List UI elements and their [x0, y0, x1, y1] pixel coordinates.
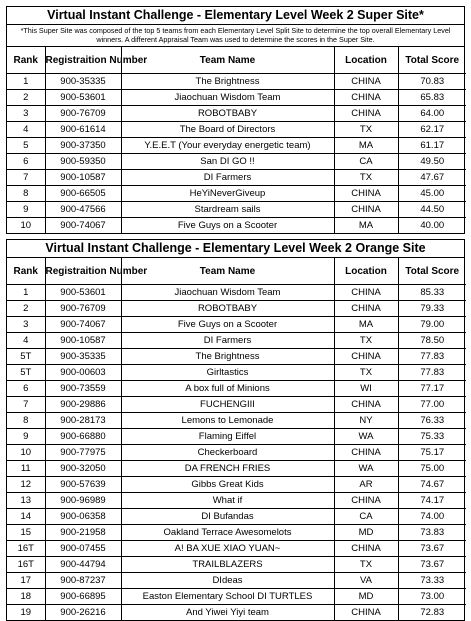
rank-cell: 14: [7, 509, 45, 525]
rank-cell: 13: [7, 493, 45, 509]
rank-cell: 4: [7, 122, 45, 138]
team-name-cell: Lemons to Lemonade: [121, 413, 334, 429]
registration-number-cell: 900-66895: [45, 589, 121, 605]
registration-number-cell: 900-35335: [45, 349, 121, 365]
super-site-results-block: [6, 6, 465, 234]
registration-number-cell: 900-07455: [45, 541, 121, 557]
total-score-cell: 77.17: [398, 381, 466, 397]
rank-header: Rank: [7, 258, 45, 285]
rank-cell: 16T: [7, 541, 45, 557]
team-name-cell: FUCHENGIII: [121, 397, 334, 413]
registration-number-header: Registraition Number: [45, 47, 121, 74]
total-score-cell: 73.33: [398, 573, 466, 589]
super-site-table-body: [7, 74, 466, 234]
rank-cell: 11: [7, 461, 45, 477]
total-score-cell: 61.17: [398, 138, 466, 154]
location-cell: CA: [334, 154, 398, 170]
location-cell: CA: [334, 509, 398, 525]
team-name-cell: San DI GO !!: [121, 154, 334, 170]
rank-cell: 5T: [7, 349, 45, 365]
table-row: [7, 573, 466, 589]
rank-cell: 7: [7, 397, 45, 413]
table-row: [7, 381, 466, 397]
team-name-cell: DI Bufandas: [121, 509, 334, 525]
team-name-cell: What if: [121, 493, 334, 509]
location-header: Location: [334, 258, 398, 285]
rank-cell: 12: [7, 477, 45, 493]
table-row: [7, 605, 466, 621]
table-row: [7, 202, 466, 218]
rank-cell: 15: [7, 525, 45, 541]
location-cell: CHINA: [334, 605, 398, 621]
total-score-cell: 70.83: [398, 74, 466, 90]
location-cell: CHINA: [334, 541, 398, 557]
total-score-cell: 49.50: [398, 154, 466, 170]
registration-number-cell: 900-59350: [45, 154, 121, 170]
location-cell: MA: [334, 138, 398, 154]
registration-number-cell: 900-37350: [45, 138, 121, 154]
orange-site-header-row: [7, 258, 466, 285]
team-name-cell: Y.E.E.T (Your everyday energetic team): [121, 138, 334, 154]
rank-cell: 17: [7, 573, 45, 589]
registration-number-header: Registraition Number: [45, 258, 121, 285]
total-score-cell: 65.83: [398, 90, 466, 106]
table-row: [7, 301, 466, 317]
location-cell: TX: [334, 557, 398, 573]
table-row: [7, 397, 466, 413]
total-score-cell: 73.83: [398, 525, 466, 541]
registration-number-cell: 900-21958: [45, 525, 121, 541]
registration-number-cell: 900-53601: [45, 285, 121, 301]
table-row: [7, 413, 466, 429]
location-cell: CHINA: [334, 74, 398, 90]
table-row: [7, 461, 466, 477]
rank-cell: 8: [7, 413, 45, 429]
team-name-cell: The Brightness: [121, 74, 334, 90]
team-name-cell: Gibbs Great Kids: [121, 477, 334, 493]
table-row: [7, 74, 466, 90]
total-score-cell: 75.17: [398, 445, 466, 461]
registration-number-cell: 900-76709: [45, 106, 121, 122]
orange-site-results-block: [6, 239, 465, 621]
location-cell: TX: [334, 333, 398, 349]
rank-cell: 7: [7, 170, 45, 186]
rank-cell: 3: [7, 106, 45, 122]
team-name-cell: HeYiNeverGiveup: [121, 186, 334, 202]
rank-cell: 9: [7, 202, 45, 218]
team-name-cell: ROBOTBABY: [121, 301, 334, 317]
location-cell: MA: [334, 218, 398, 234]
total-score-cell: 75.33: [398, 429, 466, 445]
team-name-cell: Oakland Terrace Awesomelots: [121, 525, 334, 541]
team-name-header: Team Name: [121, 47, 334, 74]
rank-cell: 1: [7, 285, 45, 301]
total-score-cell: 75.00: [398, 461, 466, 477]
team-name-cell: Flaming Eiffel: [121, 429, 334, 445]
table-row: [7, 477, 466, 493]
team-name-cell: DA FRENCH FRIES: [121, 461, 334, 477]
registration-number-cell: 900-57639: [45, 477, 121, 493]
total-score-cell: 79.00: [398, 317, 466, 333]
location-cell: CHINA: [334, 493, 398, 509]
table-row: [7, 365, 466, 381]
orange-site-table-body: [7, 285, 466, 621]
location-header: Location: [334, 47, 398, 74]
team-name-cell: Jiaochuan Wisdom Team: [121, 285, 334, 301]
table-row: [7, 349, 466, 365]
location-cell: CHINA: [334, 202, 398, 218]
table-row: [7, 541, 466, 557]
rank-cell: 2: [7, 90, 45, 106]
total-score-cell: 79.33: [398, 301, 466, 317]
registration-number-cell: 900-10587: [45, 333, 121, 349]
total-score-cell: 77.83: [398, 349, 466, 365]
table-row: [7, 285, 466, 301]
total-score-cell: 77.00: [398, 397, 466, 413]
location-cell: WA: [334, 429, 398, 445]
total-score-cell: 40.00: [398, 218, 466, 234]
location-cell: TX: [334, 122, 398, 138]
table-row: [7, 317, 466, 333]
table-row: [7, 218, 466, 234]
team-name-cell: TRAILBLAZERS: [121, 557, 334, 573]
team-name-cell: DI Farmers: [121, 333, 334, 349]
super-site-note: *This Super Site was composed of the top 5 teams from each Elementary Level Split Site to determine the top overall Elementary Level winners. A different Appraisal Team was used to determine the scores in the Super Site.: [7, 25, 464, 47]
total-score-cell: 74.17: [398, 493, 466, 509]
registration-number-cell: 900-47566: [45, 202, 121, 218]
location-cell: WI: [334, 381, 398, 397]
rank-cell: 6: [7, 381, 45, 397]
location-cell: MA: [334, 317, 398, 333]
team-name-cell: DIdeas: [121, 573, 334, 589]
super-site-header-row: [7, 47, 466, 74]
rank-cell: 5: [7, 138, 45, 154]
orange-site-table: [7, 258, 466, 620]
table-row: [7, 445, 466, 461]
table-row: [7, 525, 466, 541]
table-row: [7, 333, 466, 349]
team-name-cell: Jiaochuan Wisdom Team: [121, 90, 334, 106]
total-score-cell: 74.67: [398, 477, 466, 493]
total-score-cell: 62.17: [398, 122, 466, 138]
team-name-cell: Five Guys on a Scooter: [121, 317, 334, 333]
location-cell: AR: [334, 477, 398, 493]
rank-cell: 1: [7, 74, 45, 90]
location-cell: WA: [334, 461, 398, 477]
total-score-cell: 78.50: [398, 333, 466, 349]
registration-number-cell: 900-26216: [45, 605, 121, 621]
location-cell: TX: [334, 365, 398, 381]
location-cell: CHINA: [334, 397, 398, 413]
table-row: [7, 90, 466, 106]
team-name-cell: A box full of Minions: [121, 381, 334, 397]
location-cell: MD: [334, 589, 398, 605]
location-cell: CHINA: [334, 90, 398, 106]
total-score-cell: 45.00: [398, 186, 466, 202]
team-name-cell: The Brightness: [121, 349, 334, 365]
table-row: [7, 429, 466, 445]
table-row: [7, 186, 466, 202]
registration-number-cell: 900-32050: [45, 461, 121, 477]
registration-number-cell: 900-74067: [45, 317, 121, 333]
registration-number-cell: 900-61614: [45, 122, 121, 138]
total-score-cell: 72.83: [398, 605, 466, 621]
team-name-cell: Easton Elementary School DI TURTLES: [121, 589, 334, 605]
table-row: [7, 122, 466, 138]
team-name-header: Team Name: [121, 258, 334, 285]
table-row: [7, 509, 466, 525]
location-cell: CHINA: [334, 301, 398, 317]
rank-cell: 10: [7, 445, 45, 461]
table-row: [7, 138, 466, 154]
registration-number-cell: 900-96989: [45, 493, 121, 509]
super-site-title: Virtual Instant Challenge - Elementary Level Week 2 Super Site*: [7, 7, 464, 25]
table-row: [7, 106, 466, 122]
registration-number-cell: 900-00603: [45, 365, 121, 381]
table-row: [7, 170, 466, 186]
total-score-cell: 77.83: [398, 365, 466, 381]
rank-cell: 5T: [7, 365, 45, 381]
total-score-cell: 73.00: [398, 589, 466, 605]
registration-number-cell: 900-10587: [45, 170, 121, 186]
total-score-header: Total Score: [398, 47, 466, 74]
team-name-cell: A! BA XUE XIAO YUAN~: [121, 541, 334, 557]
team-name-cell: And Yiwei Yiyi team: [121, 605, 334, 621]
rank-cell: 9: [7, 429, 45, 445]
location-cell: NY: [334, 413, 398, 429]
team-name-cell: Stardream sails: [121, 202, 334, 218]
rank-cell: 19: [7, 605, 45, 621]
total-score-cell: 73.67: [398, 557, 466, 573]
registration-number-cell: 900-76709: [45, 301, 121, 317]
registration-number-cell: 900-74067: [45, 218, 121, 234]
registration-number-cell: 900-44794: [45, 557, 121, 573]
location-cell: MD: [334, 525, 398, 541]
total-score-cell: 47.67: [398, 170, 466, 186]
rank-cell: 4: [7, 333, 45, 349]
registration-number-cell: 900-66880: [45, 429, 121, 445]
total-score-cell: 85.33: [398, 285, 466, 301]
team-name-cell: DI Farmers: [121, 170, 334, 186]
total-score-cell: 74.00: [398, 509, 466, 525]
table-row: [7, 154, 466, 170]
registration-number-cell: 900-35335: [45, 74, 121, 90]
location-cell: CHINA: [334, 445, 398, 461]
rank-cell: 16T: [7, 557, 45, 573]
total-score-cell: 73.67: [398, 541, 466, 557]
location-cell: CHINA: [334, 349, 398, 365]
registration-number-cell: 900-53601: [45, 90, 121, 106]
rank-header: Rank: [7, 47, 45, 74]
team-name-cell: Checkerboard: [121, 445, 334, 461]
registration-number-cell: 900-06358: [45, 509, 121, 525]
orange-site-title: Virtual Instant Challenge - Elementary Level Week 2 Orange Site: [7, 240, 464, 258]
team-name-cell: Girltastics: [121, 365, 334, 381]
table-row: [7, 589, 466, 605]
rank-cell: 18: [7, 589, 45, 605]
location-cell: TX: [334, 170, 398, 186]
team-name-cell: ROBOTBABY: [121, 106, 334, 122]
rank-cell: 2: [7, 301, 45, 317]
total-score-cell: 76.33: [398, 413, 466, 429]
table-row: [7, 557, 466, 573]
total-score-cell: 44.50: [398, 202, 466, 218]
team-name-cell: The Board of Directors: [121, 122, 334, 138]
total-score-header: Total Score: [398, 258, 466, 285]
rank-cell: 3: [7, 317, 45, 333]
registration-number-cell: 900-73559: [45, 381, 121, 397]
total-score-cell: 64.00: [398, 106, 466, 122]
location-cell: CHINA: [334, 106, 398, 122]
registration-number-cell: 900-29886: [45, 397, 121, 413]
registration-number-cell: 900-77975: [45, 445, 121, 461]
super-site-table: [7, 47, 466, 233]
location-cell: CHINA: [334, 186, 398, 202]
location-cell: VA: [334, 573, 398, 589]
rank-cell: 6: [7, 154, 45, 170]
rank-cell: 10: [7, 218, 45, 234]
registration-number-cell: 900-66505: [45, 186, 121, 202]
registration-number-cell: 900-28173: [45, 413, 121, 429]
table-row: [7, 493, 466, 509]
rank-cell: 8: [7, 186, 45, 202]
registration-number-cell: 900-87237: [45, 573, 121, 589]
location-cell: CHINA: [334, 285, 398, 301]
team-name-cell: Five Guys on a Scooter: [121, 218, 334, 234]
